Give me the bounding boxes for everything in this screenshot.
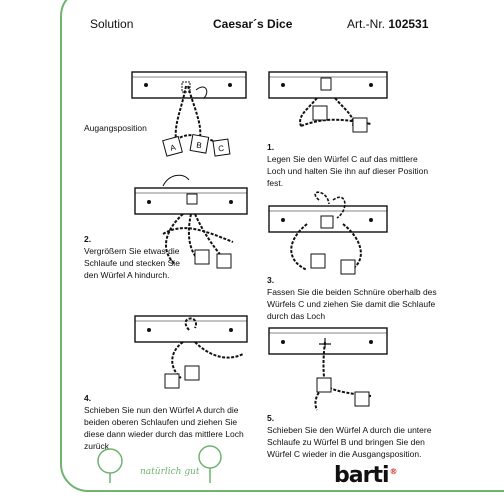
- step2-text: 2. Vergrößern Sie etwas die Schlaufe und stecken Sie den Würfel A hindurch.: [84, 234, 180, 280]
- tree-icon: [88, 445, 238, 485]
- header-solution: Solution: [90, 17, 134, 31]
- illustration-step3: [267, 190, 389, 280]
- die-b-label: B: [195, 140, 203, 151]
- caption-start: Augangsposition: [84, 123, 147, 133]
- brand-logo: barti®: [334, 463, 397, 488]
- step3-text: 3. Fassen Sie die beiden Schnüre oberhalb des Würfels C und ziehen Sie damit die Schlaufe durch das Loch: [267, 275, 437, 321]
- illustration-step1: [267, 68, 389, 140]
- step4-text: 4. Schieben Sie nun den Würfel A durch die beiden oberen Schlaufen und ziehen Sie diese dann wieder durch das mittlere Loch zurück: [84, 393, 244, 451]
- illustration-step5: [267, 318, 389, 414]
- die-a-label: A: [169, 142, 177, 153]
- step5-text: 5. Schieben Sie den Würfel A durch die untere Schlaufe zu Würfel B und bringen Sie den Würfel C wieder in die Ausgangsposition.: [267, 413, 432, 459]
- die-c-label: C: [217, 143, 225, 154]
- header-article: Art.-Nr. 102531: [347, 17, 429, 31]
- illustration-start: [130, 68, 250, 164]
- step1-text: 1. Legen Sie den Würfel C auf das mittlere Loch und halten Sie ihn auf dieser Position fest.: [267, 142, 429, 188]
- illustration-step4: [133, 306, 251, 398]
- footer-tagline: natürlich gut: [140, 467, 200, 477]
- header-title: Caesar´s Dice: [213, 17, 293, 31]
